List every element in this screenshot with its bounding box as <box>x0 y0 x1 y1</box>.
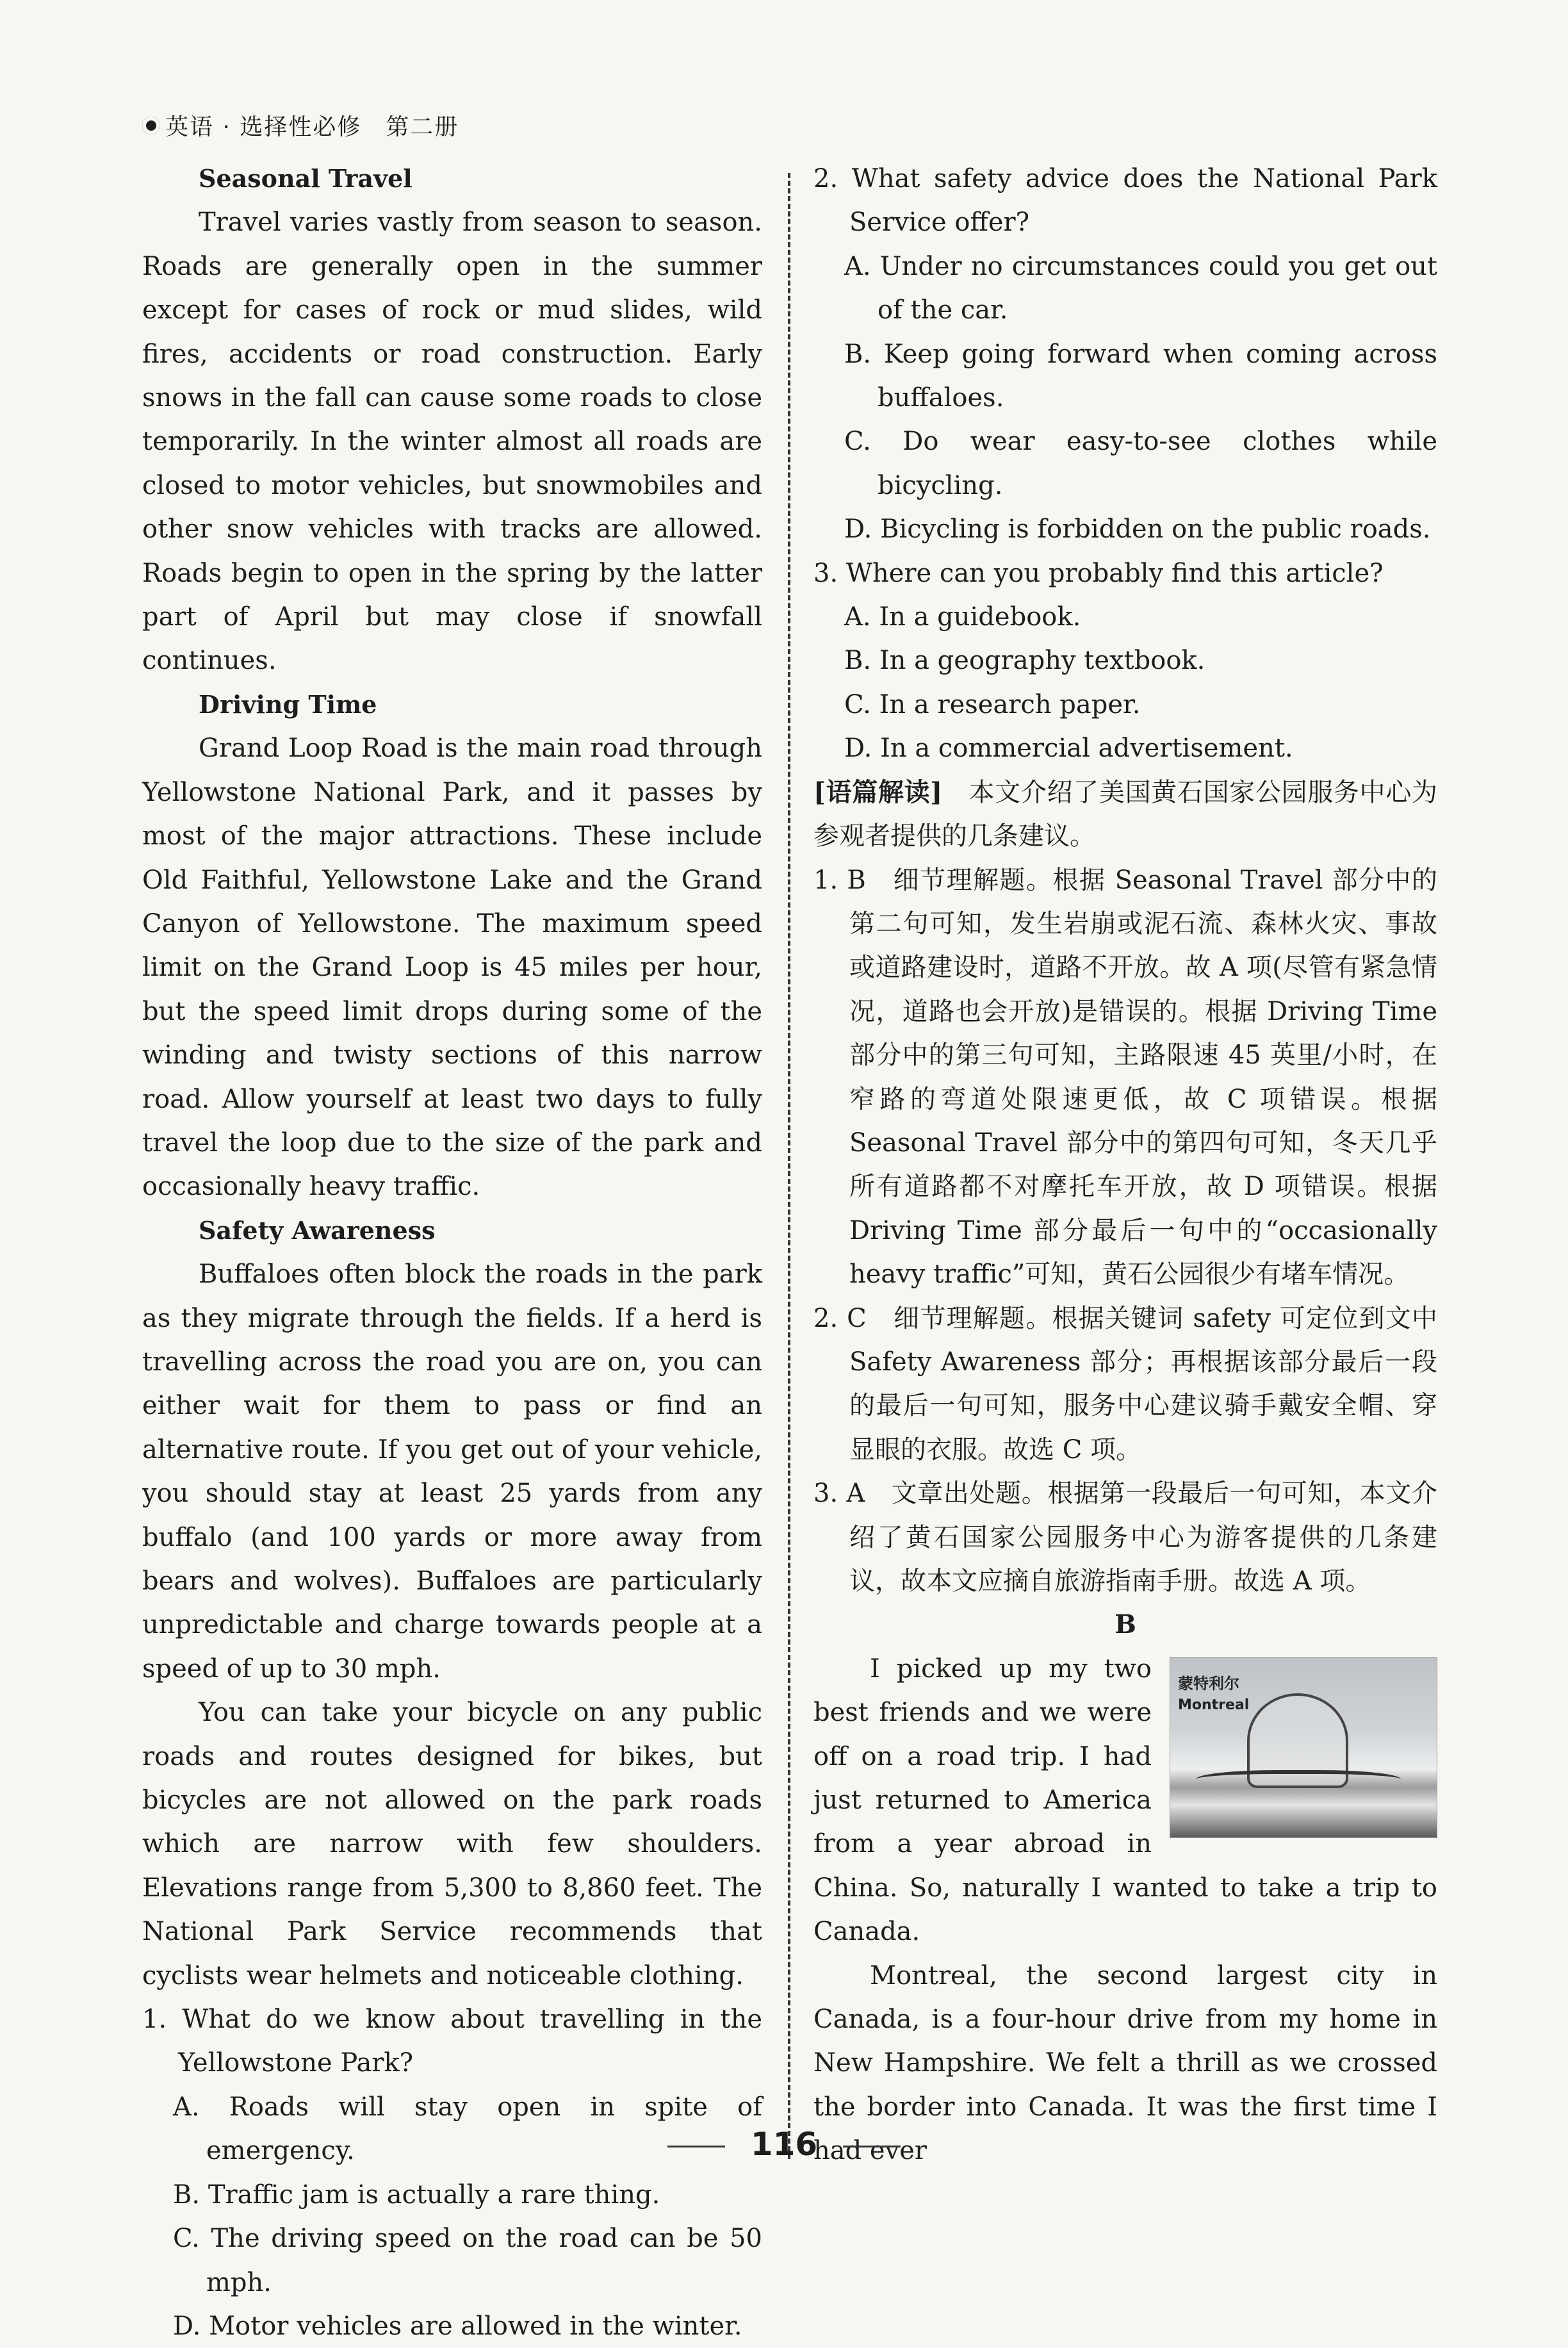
question-1: 1. What do we know about travelling in the Yellowstone Park? <box>142 2005 762 2078</box>
passage-b-paragraph-2: Montreal, the second largest city in Canada, is a four-hour drive from my home in New Hampshire. We felt a thrill as we crossed the border into Canada. It was the first time I had ever <box>813 1960 1437 2166</box>
question-3: 3. Where can you probably find this article? <box>813 558 1384 588</box>
question-3-option-d: D. In a commercial advertisement. <box>844 734 1293 764</box>
photo-caption-en: Montreal <box>1178 1696 1250 1713</box>
bridge-icon <box>1196 1770 1401 1793</box>
question-2-option-a: A. Under no circumstances could you get out of the car. <box>844 251 1437 325</box>
question-2: 2. What safety advice does the National Park Service offer? <box>813 164 1437 238</box>
answer-1: 1. B 细节理解题。根据 Seasonal Travel 部分中的第二句可知，发生岩崩或泥石流、森林火灾、事故或道路建设时，道路不开放。故 A 项(尽管有紧急情况，道路也会开放)是错误的。根据 Driving Time 部分中的第三句可知，主路限速 45 英里/小时，在窄路的弯道处限速更低，故 C 项错误。根据 Seasonal Travel 部分中的第四句可知，冬天几乎所有道路都不对摩托车开放，故 D 项错误。根据 Driving Time 部分最后一句中的“occasionally heavy traffic”可知，黄石公园很少有堵车情况。 <box>813 865 1437 1290</box>
section-title-safety: Safety Awareness <box>199 1215 436 1245</box>
answer-2: 2. C 细节理解题。根据关键词 safety 可定位到文中 Safety Awareness 部分；再根据该部分最后一段的最后一句可知，服务中心建议骑手戴安全帽、穿显眼的衣服。故选 C 项。 <box>813 1303 1437 1465</box>
analysis-text: 本文介绍了美国黄石国家公园服务中心为参观者提供的几条建议。 <box>813 777 1438 851</box>
passage-b-label: B <box>1115 1609 1136 1640</box>
montreal-photo <box>1170 1657 1437 1838</box>
answer-3: 3. A 文章出处题。根据第一段最后一句可知，本文介绍了黄石国家公园服务中心为游客提供的几条建议，故本文应摘自旅游指南手册。故选 A 项。 <box>813 1479 1437 1596</box>
question-2-option-d: D. Bicycling is forbidden on the public roads. <box>844 514 1431 545</box>
book-title: 英语 · 选择性必修 第二册 <box>165 114 459 140</box>
dash-left <box>667 2146 725 2147</box>
question-2-option-c: C. Do wear easy-to-see clothes while bicycling. <box>844 427 1437 500</box>
analysis-tag: [语篇解读] <box>813 776 943 807</box>
passage-b-paragraph-1: I picked up my two best friends and we were off on a road trip. I had just returned to America from a year abroad in China. So, naturally I wanted to take a trip to Canada. <box>813 1654 1437 1947</box>
question-3-option-a: A. In a guidebook. <box>844 602 1081 632</box>
left-column <box>142 157 762 2348</box>
column-divider <box>788 173 790 2159</box>
dash-right <box>843 2146 901 2147</box>
bullet-icon <box>142 117 160 135</box>
paragraph-safety-2: You can take your bicycle on any public roads and routes designed for bikes, but bicycles are not allowed on the park roads which are narrow with few shoulders. Elevations range from 5,300 to 8,860 feet. The National Park Service recommends that cyclists wear helmets and noticeable clothing. <box>142 1698 762 1991</box>
question-1-option-d: D. Motor vehicles are allowed in the winter. <box>173 2311 742 2341</box>
section-title-driving: Driving Time <box>199 689 377 719</box>
right-column <box>813 157 1437 2173</box>
page-header <box>142 109 459 142</box>
analysis-intro <box>813 771 1437 858</box>
page-number <box>0 2126 1568 2163</box>
question-2-option-b: B. Keep going forward when coming across buffaloes. <box>844 339 1437 413</box>
page-number-text: 116 <box>750 2126 818 2163</box>
section-title-seasonal: Seasonal Travel <box>199 164 412 193</box>
paragraph-safety-1: Buffaloes often block the roads in the park as they migrate through the fields. If a herd is travelling across the road you are on, you can either wait for them to pass or find an alternative route. If you get out of your vehicle, you should stay at least 25 yards from any buffalo (and 100 yards or more away from bears and wolves). Buffaloes are particularly unpredictable and charge towards people at a speed of up to 30 mph. <box>142 1260 762 1684</box>
question-3-option-c: C. In a research paper. <box>844 689 1141 719</box>
question-1-option-b: B. Traffic jam is actually a rare thing. <box>173 2180 660 2210</box>
question-3-option-b: B. In a geography textbook. <box>844 646 1205 676</box>
paragraph-driving: Grand Loop Road is the main road through Yellowstone National Park, and it passes by most of the major attractions. These include Old Faithful, Yellowstone Lake and the Grand Canyon of Yellowstone. The maximum speed limit on the Grand Loop is 45 miles per hour, but the speed limit drops during some of the winding and twisty sections of this narrow road. Allow yourself at least two days to fully travel the loop due to the size of the park and occasionally heavy traffic. <box>142 734 762 1202</box>
question-1-option-a: A. Roads will stay open in spite of emergency. <box>173 2092 762 2166</box>
question-1-option-c: C. The driving speed on the road can be 50 mph. <box>173 2224 762 2297</box>
photo-caption-cn: 蒙特利尔 <box>1178 1674 1239 1693</box>
paragraph-seasonal: Travel varies vastly from season to season. Roads are generally open in the summer except for cases of rock or mud slides, wild fires, accidents or road construction. Early snows in the fall can cause some roads to close temporarily. In the winter almost all roads are closed to motor vehicles, but snowmobiles and other snow vehicles with tracks are allowed. Roads begin to open in the spring by the latter part of April but may close if snowfall continues. <box>142 208 762 676</box>
